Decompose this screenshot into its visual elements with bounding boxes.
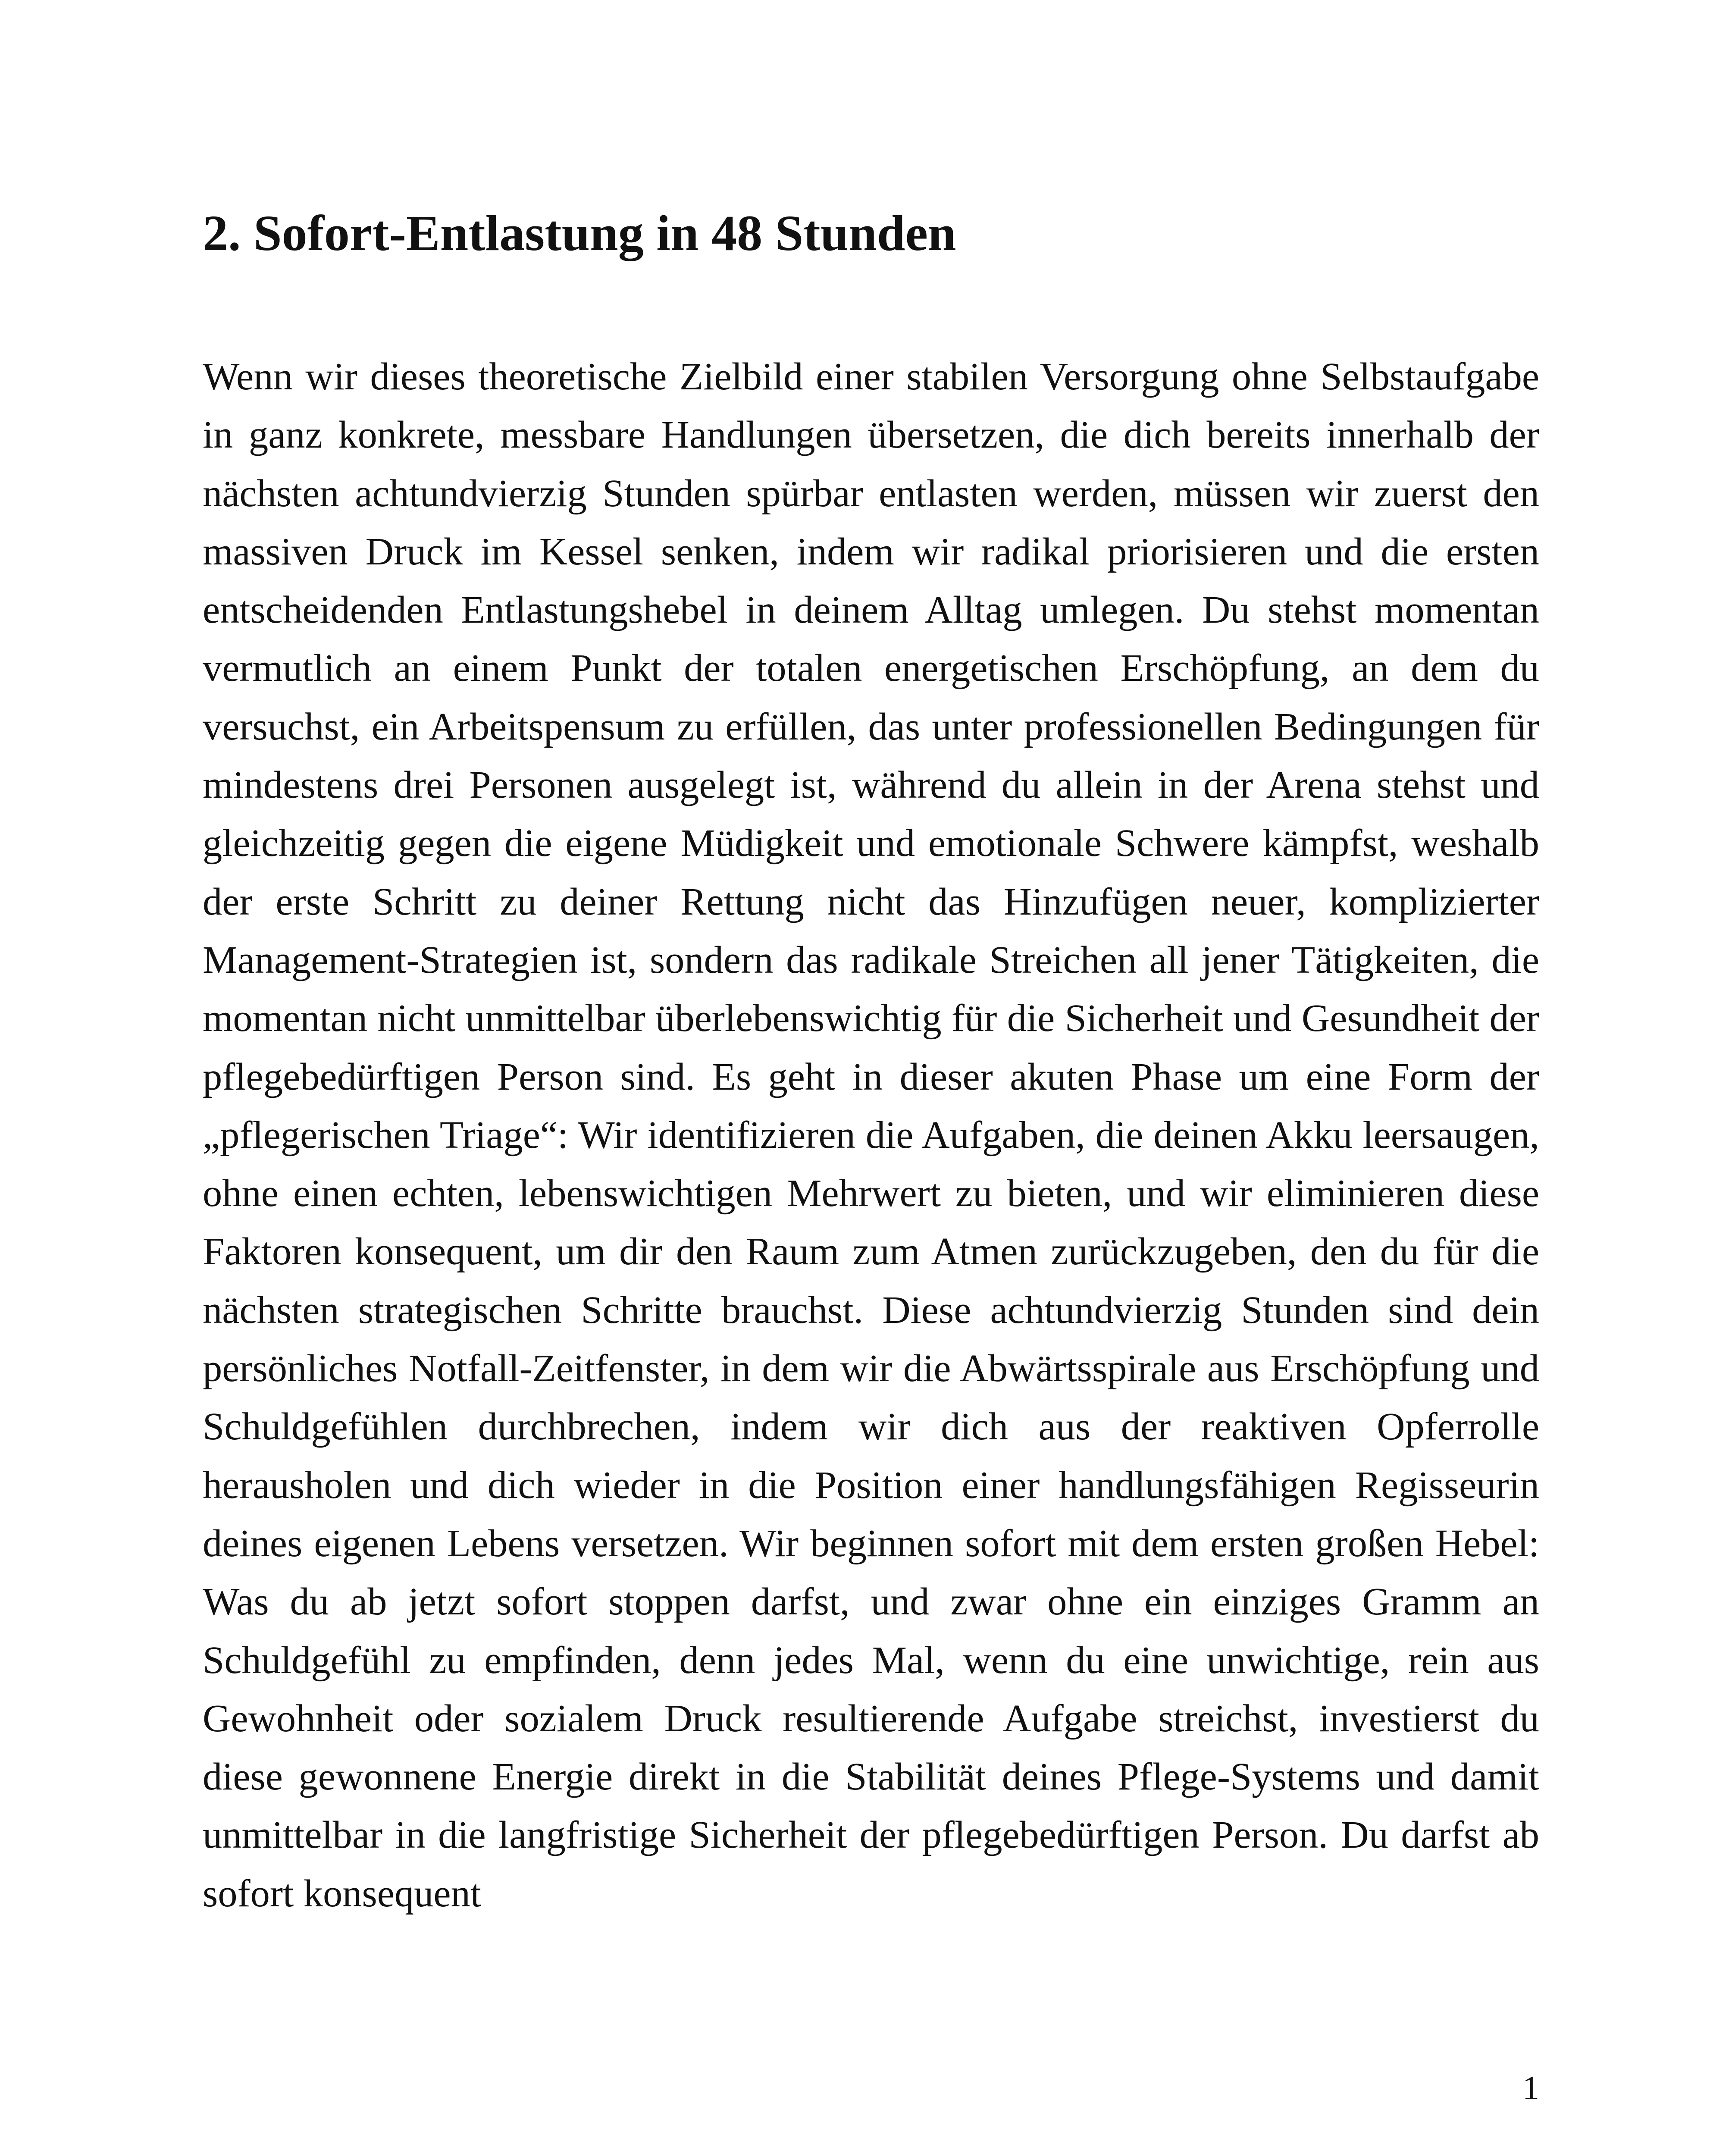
body-paragraph: Wenn wir dieses theoretische Zielbild einer stabilen Versorgung ohne Selbstaufgabe in ganz konkrete, messbare Handlungen übersetzen, die dich bereits innerhalb der nächsten achtundvierzig Stunden spürbar entlasten werden, müssen wir zuerst den massiven Druck im Kessel senken, indem wir radikal priorisieren und die ersten entscheidenden Entlastungshebel in deinem Alltag umlegen. Du stehst momentan vermutlich an einem Punkt der totalen energetischen Erschöpfung, an dem du versuchst, ein Arbeitspensum zu erfüllen, das unter professionellen Bedingungen für mindestens drei Personen ausgelegt ist, während du allein in der Arena stehst und gleichzeitig gegen die eigene Müdigkeit und emotionale Schwere kämpfst, weshalb der erste Schritt zu deiner Rettung nicht das Hinzufügen neuer, komplizierter Management-Strategien ist, sondern das radikale Streichen all jener Tätigkeiten, die momentan nicht unmittelbar überlebenswichtig für die Sicherheit und Gesundheit der pflegebedürftigen Person sind. Es geht in dieser akuten Phase um eine Form der „pflegerischen Triage“: Wir identifizieren die Aufgaben, die deinen Akku leersaugen, ohne einen echten, lebenswichtigen Mehrwert zu bieten, und wir eliminieren diese Faktoren konsequent, um dir den Raum zum Atmen zurückzugeben, den du für die nächsten strategischen Schritte brauchst. Diese achtundvierzig Stunden sind dein persönliches Notfall-Zeitfenster, in dem wir die Abwärtsspirale aus Erschöpfung und Schuldgefühlen durchbrechen, indem wir dich aus der reaktiven Opferrolle herausholen und dich wieder in die Position einer handlungsfähigen Regisseurin deines eigenen Lebens versetzen. Wir beginnen sofort mit dem ersten großen Hebel: Was du ab jetzt sofort stoppen darfst, und zwar ohne ein einziges Gramm an Schuldgefühl zu empfinden, denn jedes Mal, wenn du eine unwichtige, rein aus Gewohnheit oder sozialem Druck resultierende Aufgabe streichst, investierst du diese gewonnene Energie direkt in die Stabilität deines Pflege-Systems und damit unmittelbar in die langfristige Sicherheit der pflegebedürftigen Person. Du darfst ab sofort konsequent [203, 354, 1539, 1915]
section-heading: 2. Sofort-Entlastung in 48 Stunden [203, 205, 956, 261]
page-number: 1 [1522, 2069, 1539, 2106]
